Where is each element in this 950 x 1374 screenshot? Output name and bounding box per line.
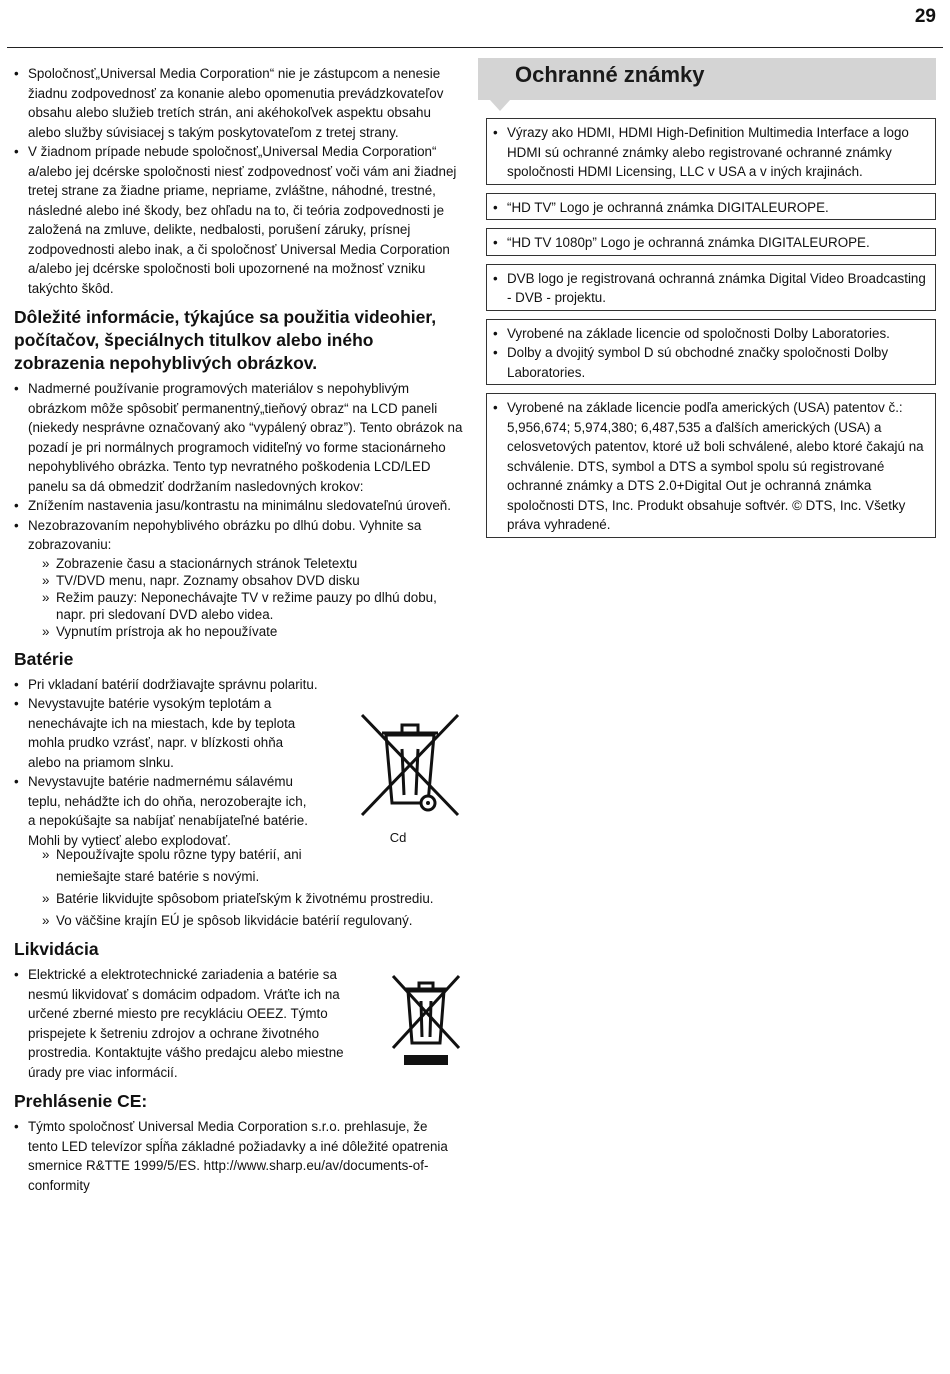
list-item: • Pri vkladaní batérií dodržiavajte správnu polaritu. bbox=[14, 675, 358, 695]
batteries-heading: Batérie bbox=[14, 648, 74, 669]
list-item: • Elektrické a elektrotechnické zariadenia a batérie sa nesmú likvidovať s domácim odpadom. Vráťte ich na určené zberné miesto pre recykláciu OEEZ. Týmto prispejete k šetreniu zdrojov a ochrane životného prostredia. Kontaktujte vášho predajcu alebo miestne úrady pre viac informácií. bbox=[14, 965, 358, 1082]
batteries-sublist bbox=[14, 844, 464, 932]
list-item: • Týmto spoločnosť Universal Media Corporation s.r.o. prehlasuje, že tento LED televízor spĺňa základné požiadavky a iné dôležité opatrenia smernice R&TTE 1999/5/ES. http://www.sharp.eu/av/documents-of-conformity bbox=[14, 1117, 458, 1195]
sublist-item: » Batérie likvidujte spôsobom priateľským k životnému prostrediu. bbox=[42, 888, 464, 910]
disposal-bin-figure bbox=[390, 973, 462, 1075]
list-item: • Výrazy ako HDMI, HDMI High-Definition Multimedia Interface a logo HDMI sú ochranné známky alebo registrované ochranné známky spoločnosti HDMI Licensing, LLC v USA a v iných krajinách. bbox=[493, 123, 929, 182]
list-item: • Dolby a dvojitý symbol D sú obchodné značky spoločnosti Dolby Laboratories. bbox=[493, 343, 929, 382]
right-column bbox=[478, 58, 936, 546]
trademarks-banner bbox=[478, 58, 936, 100]
sublist-item: » Vypnutím prístroja ak ho nepoužívate bbox=[42, 623, 464, 640]
list-item: • Nadmerné používanie programových materiálov s nepohyblivým obrázkom môže spôsobiť permanentný„tieňový obraz“ na LCD paneli (niekedy nesprávne označovaný ako “vypálený obraz”). Tento obrázok na pozadí je pri normálnych programoch viditeľný vo forme stacionárneho nepohyblivého obrázka. Tento typ nevratného poškodenia LCD/LED panelu sa dá obmedziť dodržaním nasledovných krokov: bbox=[14, 379, 464, 496]
static-image-sublist bbox=[14, 555, 464, 640]
cd-label: Cd bbox=[389, 830, 407, 845]
ce-list bbox=[14, 1117, 464, 1195]
page-number: 29 bbox=[914, 6, 936, 27]
sublist-item: » Vo väčšine krajín EÚ je spôsob likvidácie batérií regulovaný. bbox=[42, 910, 464, 932]
trademark-box-hdtv-1080p bbox=[486, 228, 936, 256]
list-item: • Spoločnosť„Universal Media Corporation“ nie je zástupcom a nenesie žiadnu zodpovednosť za konanie alebo opomenutia prevádzkovateľov obsahu alebo služieb tretích strán, ani akéhokoľvek aspektu obsahu alebo služby súvisiacej s takým poskytovateľom z tretej strany. bbox=[14, 64, 464, 142]
trademark-box-hdmi bbox=[486, 118, 936, 185]
list-item: • Nezobrazovaním nepohyblivého obrázku po dlhú dobu. Vyhnite sa zobrazovaniu: bbox=[14, 516, 464, 555]
list-item: • Vyrobené na základe licencie od spoločnosti Dolby Laboratories. bbox=[493, 324, 929, 344]
trademark-box-dolby bbox=[486, 319, 936, 386]
header-divider bbox=[7, 47, 943, 48]
list-item: • “HD TV” Logo je ochranná známka DIGITALEUROPE. bbox=[493, 198, 929, 218]
sublist-item: » Režim pauzy: Neponechávajte TV v režime pauzy po dlhú dobu, napr. pri sledovaní DVD alebo videa. bbox=[42, 589, 464, 623]
crossed-out-bin-icon bbox=[390, 973, 462, 1069]
battery-bin-figure bbox=[358, 711, 462, 848]
trademark-box-dvb bbox=[486, 264, 936, 311]
crossed-out-bin-icon bbox=[358, 711, 462, 821]
trademark-box-hdtv bbox=[486, 193, 936, 221]
trademark-box-dts bbox=[486, 393, 936, 538]
sublist-item: » TV/DVD menu, napr. Zoznamy obsahov DVD disku bbox=[42, 572, 464, 589]
trademarks-title: Ochranné známky bbox=[515, 62, 705, 87]
list-item: • “HD TV 1080p” Logo je ochranná známka DIGITALEUROPE. bbox=[493, 233, 929, 253]
static-image-heading: Dôležité informácie, týkajúce sa použitia videohier, počítačov, špeciálnych titulkov alebo iného zobrazenia nepohyblivých obrázkov. bbox=[14, 307, 437, 373]
batteries-list bbox=[14, 675, 318, 851]
sublist-item: » Zobrazenie času a stacionárnych stránok Teletextu bbox=[42, 555, 464, 572]
list-item: • Znížením nastavenia jasu/kontrastu na minimálnu sledovateľnú úroveň. bbox=[14, 496, 464, 516]
disposal-heading: Likvidácia bbox=[14, 939, 99, 959]
list-item: • Vyrobené na základe licencie podľa amerických (USA) patentov č.: 5,956,674; 5,974,380; 6,487,535 a ďalších amerických (USA) a celosvetových patentov, ktoré už boli schválené, alebo ktoré čakajú na schválenie. DTS, symbol a DTS a symbol spolu sú registrované ochranné známky a DTS 2.0+Digital Out je ochranná známka spoločnosti DTS, Inc. Produkt obsahuje softvér. © DTS, Inc. Všetky práva vyhradené. bbox=[493, 398, 929, 535]
left-column bbox=[14, 64, 464, 1195]
list-item: • DVB logo je registrovaná ochranná známka Digital Video Broadcasting - DVB - projektu. bbox=[493, 269, 929, 308]
ce-heading: Prehlásenie CE: bbox=[14, 1091, 148, 1111]
list-item: • Nevystavujte batérie vysokým teplotám a nenechávajte ich na miestach, kde by teplota mohla prudko vzrásť, napr. v blízkosti ohňa alebo na priamom slnku. bbox=[14, 694, 314, 772]
static-image-list bbox=[14, 379, 464, 555]
intro-list bbox=[14, 64, 464, 298]
list-item: • V žiadnom prípade nebude spoločnosť„Universal Media Corporation“ a/alebo jej dcérske spoločnosti niesť zodpovednosť voči vám ani žiadnej tretej strane za žiadne priame, nepriame, zvláštne, náhodné, trestné, následné alebo iné škody, bez ohľadu na to, či teória zodpovednosti je založená na zmluve, delikte, nedbalosti, porušení záruky, prísnej zodpovednosti alebo inak, a či spoločnosť Universal Media Corporation a/alebo jej dcérske spoločnosti boli upozornené na možnosť vzniku takýchto škôd. bbox=[14, 142, 464, 298]
list-item: • Nevystavujte batérie nadmernému sálavému teplu, nehádžte ich do ohňa, nerozoberajte ich, a nepokúšajte sa nabíjať nenabíjateľné batérie. Mohli by vytiecť alebo explodovať. bbox=[14, 772, 314, 850]
sublist-item: » Nepoužívajte spolu rôzne typy batérií, ani nemiešajte staré batérie s novými. bbox=[42, 844, 316, 888]
